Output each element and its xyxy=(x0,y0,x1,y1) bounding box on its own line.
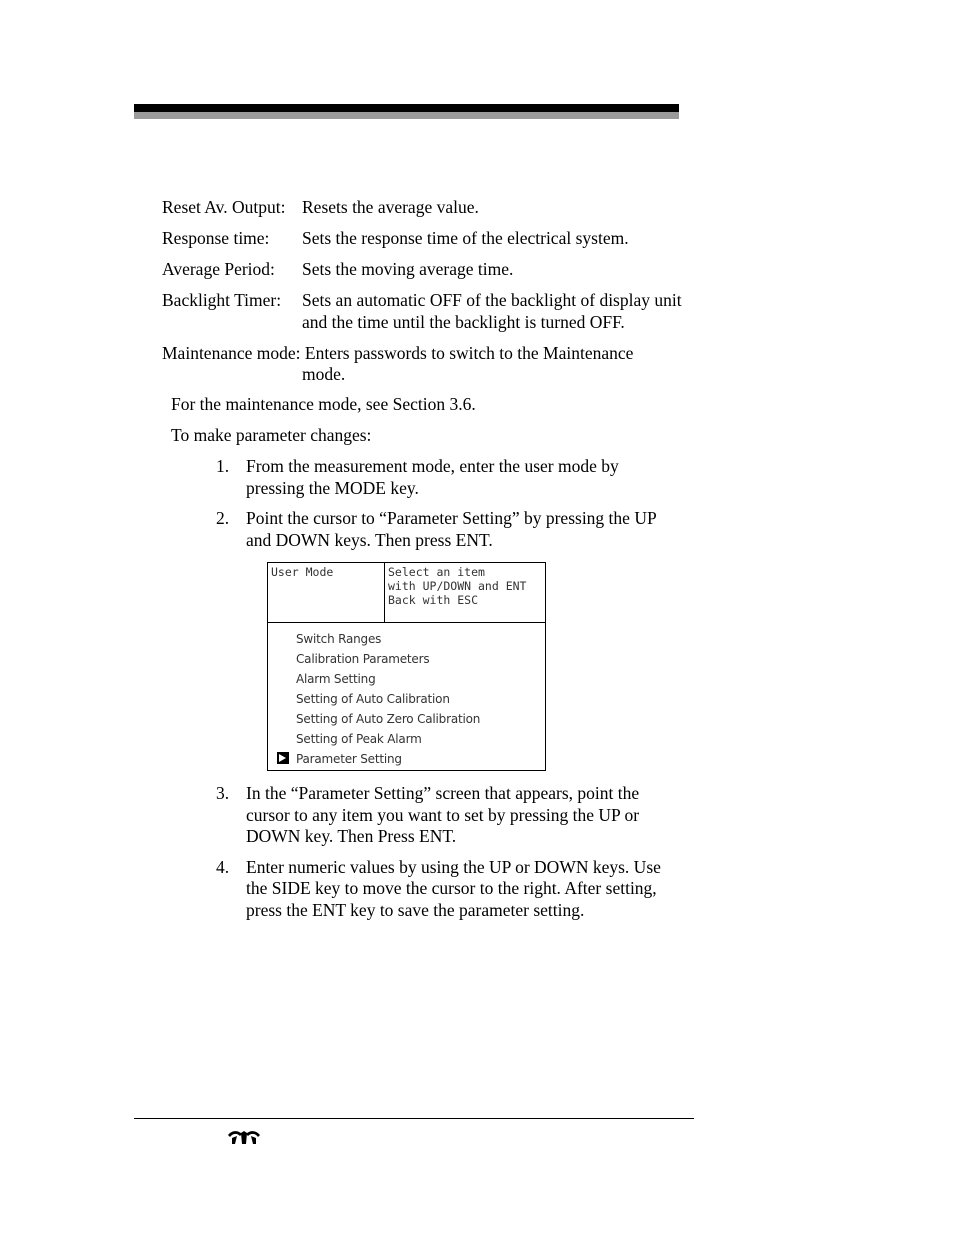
step-text: In the “Parameter Setting” screen that appears, point the cursor to any item you want to set by pressing the UP or DOWN key. Then Press ENT. xyxy=(246,783,640,846)
menu-item-selected[interactable] xyxy=(276,749,480,769)
menu-item-label: Setting of Peak Alarm xyxy=(296,732,422,746)
instruction-line: with UP/DOWN and ENT xyxy=(388,579,527,593)
cursor-slot xyxy=(276,692,296,706)
definition-row-maintenance xyxy=(162,343,682,386)
definition-desc-continued: mode. xyxy=(302,364,346,384)
screen-header xyxy=(268,563,545,623)
step-text: Enter numeric values by using the UP or DOWN keys. Use the SIDE key to move the cursor to the right. After setting, press the ENT key to save the parameter setting. xyxy=(246,856,661,920)
cursor-slot xyxy=(276,672,296,686)
step-item xyxy=(216,508,676,551)
screen-menu xyxy=(276,629,480,769)
menu-item[interactable] xyxy=(276,669,480,689)
menu-item-label: Setting of Auto Calibration xyxy=(296,692,450,706)
definition-row xyxy=(162,197,682,219)
menu-item-label: Parameter Setting xyxy=(296,752,402,766)
step-text: Point the cursor to “Parameter Setting” by pressing the UP and DOWN keys. Then press ENT. xyxy=(246,508,657,550)
definition-desc: Resets the average value. xyxy=(302,197,479,217)
screen-instructions xyxy=(385,563,545,622)
footer-rule xyxy=(134,1118,694,1119)
menu-item[interactable] xyxy=(276,629,480,649)
user-mode-screen xyxy=(267,562,546,771)
teledyne-logo-icon xyxy=(226,1129,262,1145)
step-item xyxy=(216,857,676,922)
definition-term: Average Period: xyxy=(162,259,275,279)
definition-row xyxy=(162,228,682,250)
step-item xyxy=(216,783,676,848)
definition-term: Maintenance mode: xyxy=(162,342,301,363)
cursor-arrow-icon xyxy=(276,752,296,766)
definition-desc: Enters passwords to switch to the Maintenance xyxy=(304,342,634,363)
definition-term: Response time: xyxy=(162,228,270,248)
instructions-heading: To make parameter changes: xyxy=(171,425,372,445)
menu-item-label: Alarm Setting xyxy=(296,672,376,686)
cursor-slot xyxy=(276,732,296,746)
cursor-slot xyxy=(276,632,296,646)
menu-item[interactable] xyxy=(276,729,480,749)
definition-desc: Sets an automatic OFF of the backlight of display unit and the time until the backlight is turned OFF. xyxy=(302,290,682,332)
menu-item[interactable] xyxy=(276,649,480,669)
cursor-slot xyxy=(276,712,296,726)
definition-term: Reset Av. Output: xyxy=(162,197,286,217)
step-number: 3. xyxy=(216,783,230,803)
instruction-line: Select an item xyxy=(388,565,485,579)
step-text: From the measurement mode, enter the user mode by pressing the MODE key. xyxy=(246,456,619,498)
step-number: 1. xyxy=(216,456,230,476)
step-number: 4. xyxy=(216,856,230,877)
definition-list xyxy=(162,197,682,395)
menu-item[interactable] xyxy=(276,709,480,729)
definition-desc: Sets the response time of the electrical system. xyxy=(302,228,629,248)
definition-row xyxy=(162,259,682,281)
maintenance-note: For the maintenance mode, see Section 3.6. xyxy=(171,394,476,414)
menu-item-label: Switch Ranges xyxy=(296,632,382,646)
definition-row xyxy=(162,290,682,333)
menu-item-label: Calibration Parameters xyxy=(296,652,430,666)
steps-list-top xyxy=(216,456,676,551)
definition-desc: Sets the moving average time. xyxy=(302,259,514,279)
menu-item[interactable] xyxy=(276,689,480,709)
header-rule-black xyxy=(134,104,679,112)
definition-term: Backlight Timer: xyxy=(162,290,282,310)
header-rule-gray xyxy=(134,112,679,119)
instruction-line: Back with ESC xyxy=(388,593,479,607)
step-number: 2. xyxy=(216,508,230,528)
cursor-slot xyxy=(276,652,296,666)
step-item xyxy=(216,456,676,499)
steps-list-bottom xyxy=(216,783,676,921)
menu-item-label: Setting of Auto Zero Calibration xyxy=(296,712,481,726)
screen-title: User Mode xyxy=(268,563,385,622)
